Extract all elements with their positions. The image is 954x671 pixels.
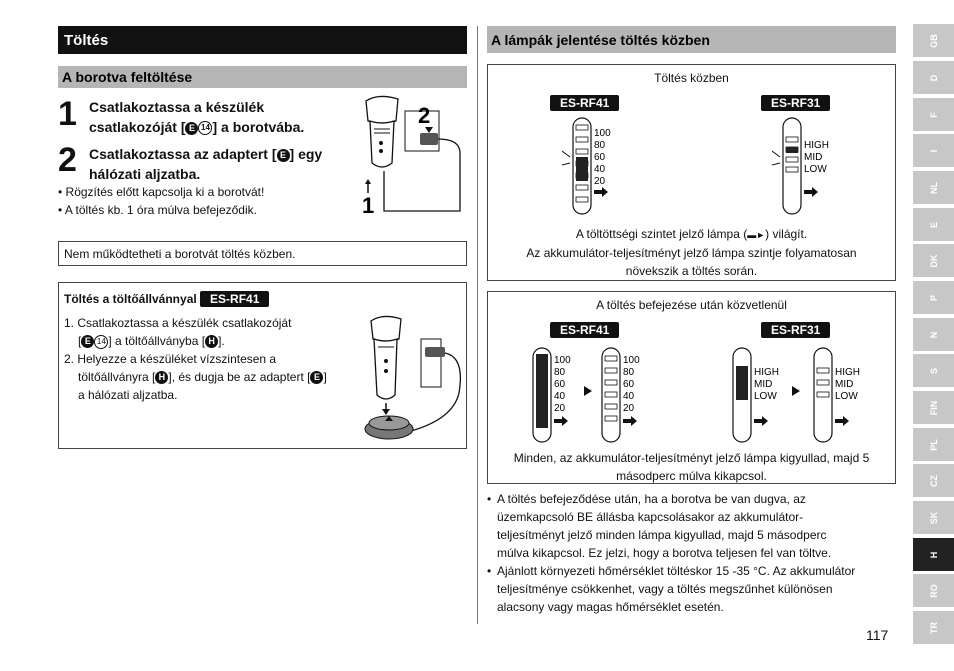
- subsection-title: A borotva feltöltése: [58, 66, 467, 88]
- stand-title: Töltés a töltőállvánnyal ES-RF41: [64, 291, 269, 307]
- box-2-title: A töltés befejezése után közvetlenül: [596, 298, 787, 312]
- tab-gb[interactable]: GB: [913, 24, 954, 57]
- tab-n[interactable]: N: [913, 318, 954, 351]
- marker-e-icon: E: [310, 371, 323, 384]
- tab-e[interactable]: E: [913, 208, 954, 241]
- charge-complete-box: [487, 291, 896, 484]
- level-80: 80: [594, 140, 606, 151]
- level-60: 60: [594, 152, 606, 163]
- stand-steps: [64, 314, 354, 404]
- tab-p[interactable]: P: [913, 281, 954, 314]
- plug-icon: [554, 416, 568, 426]
- step-1-number: 1: [58, 95, 77, 133]
- plug-icon: [754, 416, 768, 426]
- level-20: 20: [623, 403, 635, 414]
- stand-step-1-cont: [ E 14 ] a töltőállványba [ H ].: [78, 334, 225, 348]
- box-1-caption: A töltöttségi szintet jelző lámpa (▬►) világít. Az akkumulátor-teljesítményt jelző lámpa szintje folyamatosan növekszik a töltés során.: [526, 227, 857, 278]
- tab-d[interactable]: D: [913, 61, 954, 94]
- stand-box: [58, 282, 467, 449]
- marker-h-icon: H: [205, 335, 218, 348]
- lamp-gauge-es-rf31-charging: [772, 115, 852, 219]
- lamp-gauge-es-rf41-complete: [528, 346, 678, 446]
- level-40: 40: [594, 164, 606, 175]
- step-2-number: 2: [58, 141, 77, 179]
- bullet-item: • Rögzítés előtt kapcsolja ki a borotvát!: [58, 185, 265, 199]
- marker-14-icon: 14: [94, 335, 108, 349]
- marker-e-icon: E: [185, 122, 198, 135]
- bullet-item: • Ajánlott környezeti hőmérséklet töltéskor 15 -35 °C. Az akkumulátor teljesítménye csökkenhet, vagy a töltés megszűnhet különösen alacsony vagy magas hőmérséklet esetén.: [487, 564, 856, 614]
- figure-label-1: 1: [362, 193, 375, 215]
- stand-step-1: 1. Csatlakoztassa a készülék csatlakozóját: [64, 316, 292, 330]
- notice-box: Nem működtetheti a borotvát töltés közben.: [58, 241, 467, 266]
- stand-step-2-end: a hálózati aljzatba.: [78, 388, 178, 402]
- marker-14-icon: 14: [198, 121, 212, 135]
- lamp-gauge-es-rf31-complete: [728, 346, 878, 446]
- level-60: 60: [623, 379, 635, 390]
- right-section-title: A lámpák jelentése töltés közben: [487, 26, 896, 53]
- model-badge: ES-RF41: [200, 291, 269, 307]
- level-low: LOW: [835, 391, 858, 402]
- section-title: Töltés: [58, 26, 467, 54]
- charging-illustration: [360, 93, 468, 215]
- level-80: 80: [623, 367, 635, 378]
- marker-e-icon: E: [277, 149, 290, 162]
- level-100: 100: [623, 355, 640, 366]
- bullet-item: • A töltés befejeződése után, ha a borotva be van dugva, az üzemkapcsoló BE állásba kapcsolásakor az akkumulátor- teljesítményt jelző minden lámpa kigyullad, majd 5 másodperc múlva kikapcsol. Ez jelzi, hogy a borotva teljesen fel van töltve.: [487, 492, 832, 560]
- level-high: HIGH: [804, 140, 829, 151]
- arrow-right-icon: [792, 386, 800, 396]
- tab-ro[interactable]: RO: [913, 574, 954, 607]
- level-high: HIGH: [754, 367, 779, 378]
- bullet-item: • A töltés kb. 1 óra múlva befejeződik.: [58, 203, 257, 217]
- plug-icon: [835, 416, 849, 426]
- page-number: 117: [866, 627, 889, 643]
- tab-dk[interactable]: DK: [913, 244, 954, 277]
- stand-illustration: [361, 313, 465, 447]
- tab-fin[interactable]: FIN: [913, 391, 954, 424]
- model-badge-a: ES-RF41: [550, 322, 619, 338]
- right-bullets: [487, 490, 897, 616]
- step-1-text: Csatlakoztassa a készülék csatlakozóját [ E 14 ] a borotvába.: [89, 99, 305, 135]
- tab-sk[interactable]: SK: [913, 501, 954, 534]
- level-low: LOW: [754, 391, 777, 402]
- level-mid: MID: [804, 152, 823, 163]
- charging-indicator-box: [487, 64, 896, 281]
- plug-icon: [623, 416, 637, 426]
- arrow-right-icon: [584, 386, 592, 396]
- level-60: 60: [554, 379, 566, 390]
- level-20: 20: [594, 176, 606, 187]
- bullet-list: [58, 183, 358, 219]
- box-2-caption: Minden, az akkumulátor-teljesítményt jelző lámpa kigyullad, majd 5 másodperc múlva kikapcsol.: [513, 451, 870, 483]
- model-badge-b: ES-RF31: [761, 95, 830, 111]
- marker-e-icon: E: [81, 335, 94, 348]
- tab-i[interactable]: I: [913, 134, 954, 167]
- level-40: 40: [554, 391, 566, 402]
- tab-h[interactable]: H: [913, 538, 954, 571]
- step-2-text: Csatlakoztassa az adaptert [ E ] egy hálózati aljzatba.: [89, 146, 323, 182]
- box-1-title: Töltés közben: [654, 71, 729, 85]
- level-40: 40: [623, 391, 635, 402]
- tab-nl[interactable]: NL: [913, 171, 954, 204]
- tab-tr[interactable]: TR: [913, 611, 954, 644]
- tab-s[interactable]: S: [913, 354, 954, 387]
- lamp-gauge-es-rf41-charging: [562, 115, 632, 219]
- level-high: HIGH: [835, 367, 860, 378]
- level-80: 80: [554, 367, 566, 378]
- tab-cz[interactable]: CZ: [913, 464, 954, 497]
- level-20: 20: [554, 403, 566, 414]
- level-low: LOW: [804, 164, 827, 175]
- figure-label-2: 2: [418, 103, 431, 128]
- stand-step-2: 2. Helyezze a készüléket vízszintesen a: [64, 352, 277, 366]
- marker-h-icon: H: [155, 371, 168, 384]
- plug-icon: ▬►: [747, 230, 766, 240]
- level-100: 100: [594, 128, 611, 139]
- plug-icon: [594, 187, 608, 197]
- tab-pl[interactable]: PL: [913, 428, 954, 461]
- plug-icon: [804, 187, 818, 197]
- level-100: 100: [554, 355, 571, 366]
- model-badge-a: ES-RF41: [550, 95, 619, 111]
- level-mid: MID: [835, 379, 854, 390]
- tab-f[interactable]: F: [913, 98, 954, 131]
- level-mid: MID: [754, 379, 773, 390]
- column-divider: [477, 26, 478, 624]
- stand-step-2-cont: töltőállványra [ H ], és dugja be az adaptert [ E ]: [78, 370, 327, 384]
- model-badge-b: ES-RF31: [761, 322, 830, 338]
